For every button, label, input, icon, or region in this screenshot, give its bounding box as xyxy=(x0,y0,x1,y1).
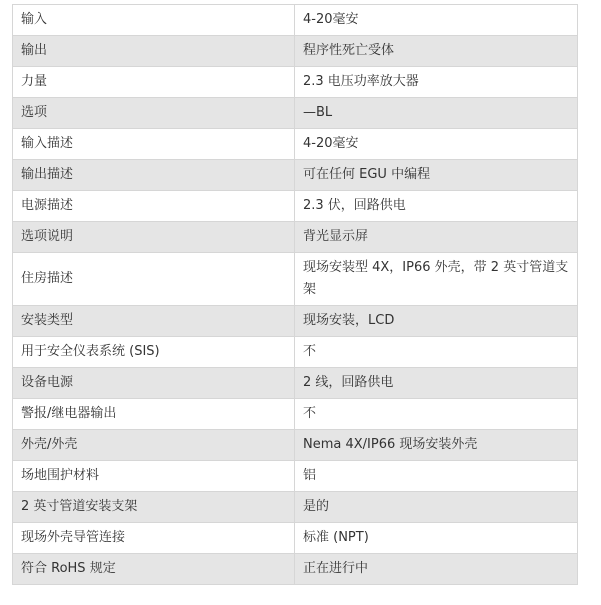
spec-label: 场地围护材料 xyxy=(13,461,295,492)
spec-label: 选项说明 xyxy=(13,222,295,253)
table-row xyxy=(13,36,578,67)
table-row xyxy=(13,368,578,399)
spec-label: 符合 RoHS 规定 xyxy=(13,554,295,585)
table-row xyxy=(13,306,578,337)
spec-label: 输出描述 xyxy=(13,160,295,191)
spec-value: 4-20毫安 xyxy=(295,129,578,160)
spec-value: 4-20毫安 xyxy=(295,5,578,36)
table-row xyxy=(13,337,578,368)
spec-value: 不 xyxy=(295,399,578,430)
table-row xyxy=(13,554,578,585)
spec-value: 可在任何 EGU 中编程 xyxy=(295,160,578,191)
spec-value: 2 线，回路供电 xyxy=(295,368,578,399)
spec-value: 正在进行中 xyxy=(295,554,578,585)
spec-label: 电源描述 xyxy=(13,191,295,222)
spec-label: 输出 xyxy=(13,36,295,67)
spec-value: 标准 (NPT) xyxy=(295,523,578,554)
spec-value: 铝 xyxy=(295,461,578,492)
spec-label: 用于安全仪表系统 (SIS) xyxy=(13,337,295,368)
table-row xyxy=(13,98,578,129)
table-row xyxy=(13,67,578,98)
spec-label: 设备电源 xyxy=(13,368,295,399)
spec-value: 2.3 电压功率放大器 xyxy=(295,67,578,98)
table-row xyxy=(13,523,578,554)
spec-label: 2 英寸管道安装支架 xyxy=(13,492,295,523)
spec-label: 输入 xyxy=(13,5,295,36)
spec-value: 2.3 伏，回路供电 xyxy=(295,191,578,222)
spec-label: 安装类型 xyxy=(13,306,295,337)
spec-value: Nema 4X/IP66 现场安装外壳 xyxy=(295,430,578,461)
table-row xyxy=(13,129,578,160)
spec-label: 力量 xyxy=(13,67,295,98)
spec-value: 是的 xyxy=(295,492,578,523)
table-row xyxy=(13,399,578,430)
spec-value: 现场安装型 4X，IP66 外壳，带 2 英寸管道支架 xyxy=(295,253,578,306)
spec-label: 外壳/外壳 xyxy=(13,430,295,461)
spec-table xyxy=(12,4,578,585)
spec-label: 输入描述 xyxy=(13,129,295,160)
spec-label: 选项 xyxy=(13,98,295,129)
spec-label: 现场外壳导管连接 xyxy=(13,523,295,554)
table-row xyxy=(13,222,578,253)
table-row xyxy=(13,191,578,222)
spec-value: 背光显示屏 xyxy=(295,222,578,253)
spec-label: 住房描述 xyxy=(13,253,295,306)
spec-value: —BL xyxy=(295,98,578,129)
table-row xyxy=(13,430,578,461)
table-row xyxy=(13,461,578,492)
spec-value: 现场安装，LCD xyxy=(295,306,578,337)
spec-value: 程序性死亡受体 xyxy=(295,36,578,67)
table-row xyxy=(13,253,578,306)
spec-value: 不 xyxy=(295,337,578,368)
table-row xyxy=(13,492,578,523)
table-row xyxy=(13,160,578,191)
spec-label: 警报/继电器输出 xyxy=(13,399,295,430)
table-row xyxy=(13,5,578,36)
